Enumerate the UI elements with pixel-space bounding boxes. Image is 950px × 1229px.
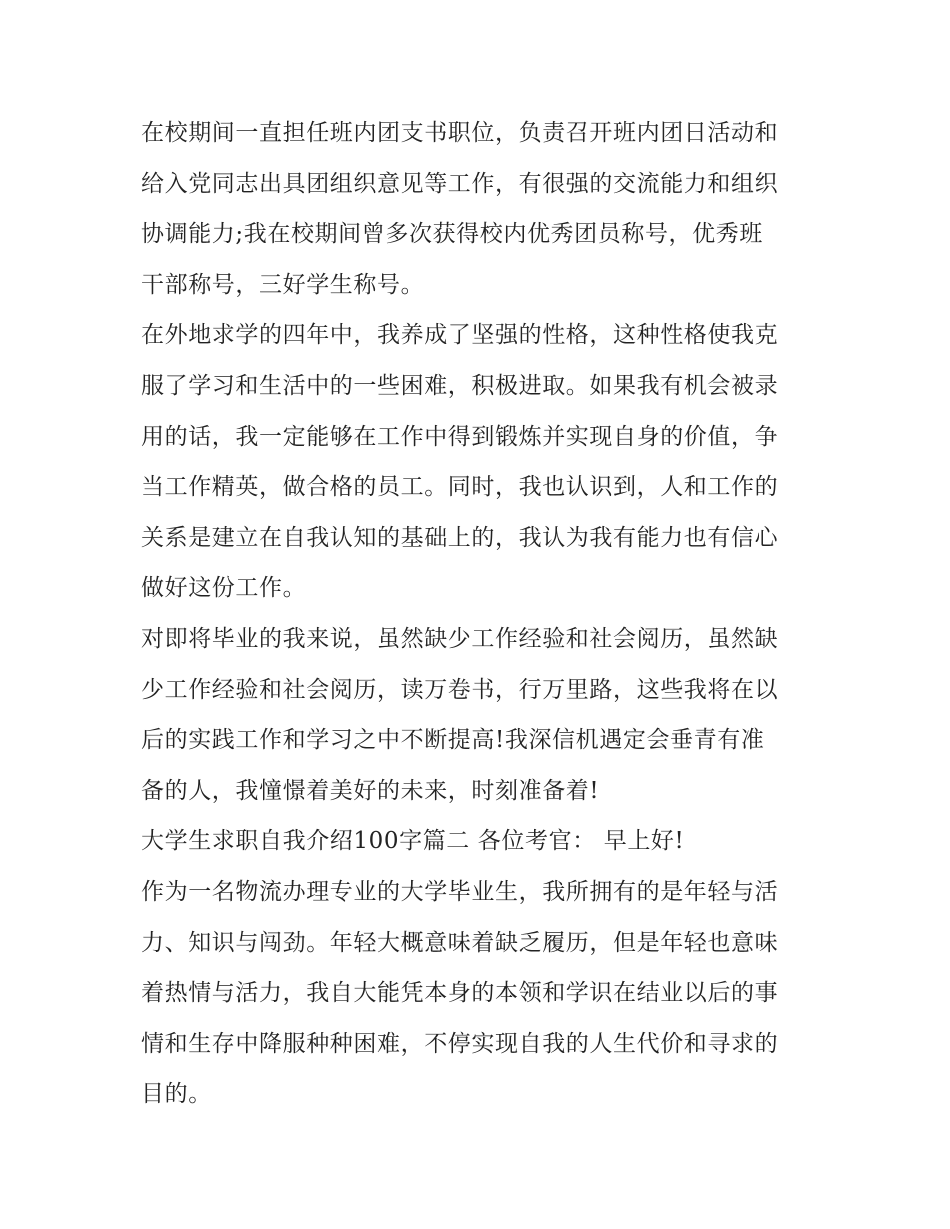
text-line: 情和生存中降服种种困难，不停实现自我的人生代价和寻求的 — [141, 1030, 779, 1057]
text-line: 当工作精英，做合格的员工。同时，我也认识到，人和工作的 — [141, 474, 779, 501]
document-body — [141, 108, 821, 1120]
text-line: 协调能力;我在校期间曾多次获得校内优秀团员称号，优秀班 — [141, 221, 763, 248]
text-line: 备的人，我憧憬着美好的未来，时刻准备着! — [141, 777, 600, 804]
text-line: 对即将毕业的我来说，虽然缺少工作经验和社会阅历，虽然缺 — [141, 625, 779, 652]
paragraph-3 — [141, 614, 821, 816]
text-line: 在外地求学的四年中，我养成了坚强的性格，这种性格使我克 — [141, 322, 779, 349]
text-line: 力、知识与闯劲。年轻大概意味着缺乏履历，但是年轻也意味 — [141, 929, 779, 956]
text-line: 少工作经验和社会阅历，读万卷书，行万里路，这些我将在以 — [141, 676, 779, 703]
text-line: 关系是建立在自我认知的基础上的，我认为我有能力也有信心 — [141, 524, 779, 551]
text-line: 给入党同志出具团组织意见等工作，有很强的交流能力和组织 — [141, 170, 779, 197]
text-line: 着热情与活力，我自大能凭本身的本领和学识在结业以后的事 — [141, 980, 779, 1007]
text-line: 在校期间一直担任班内团支书职位，负责召开班内团日活动和 — [141, 120, 779, 146]
text-line: 目的。 — [141, 1081, 212, 1108]
text-line: 作为一名物流办理专业的大学毕业生，我所拥有的是年轻与活 — [141, 878, 779, 905]
paragraph-5 — [141, 867, 821, 1120]
text-line: 服了学习和生活中的一些困难，积极进取。如果我有机会被录 — [141, 372, 779, 399]
text-line: 大学生求职自我介绍100字篇二 各位考官： 早上好! — [141, 828, 685, 855]
text-line: 干部称号，三好学生称号。 — [141, 271, 425, 298]
paragraph-4 — [141, 816, 821, 867]
text-line: 后的实践工作和学习之中不断提高!我深信机遇定会垂青有准 — [141, 727, 765, 754]
paragraph-1 — [141, 108, 821, 310]
paragraph-2 — [141, 310, 821, 614]
text-line: 用的话，我一定能够在工作中得到锻炼并实现自身的价值，争 — [141, 423, 779, 450]
text-line: 做好这份工作。 — [141, 575, 307, 602]
